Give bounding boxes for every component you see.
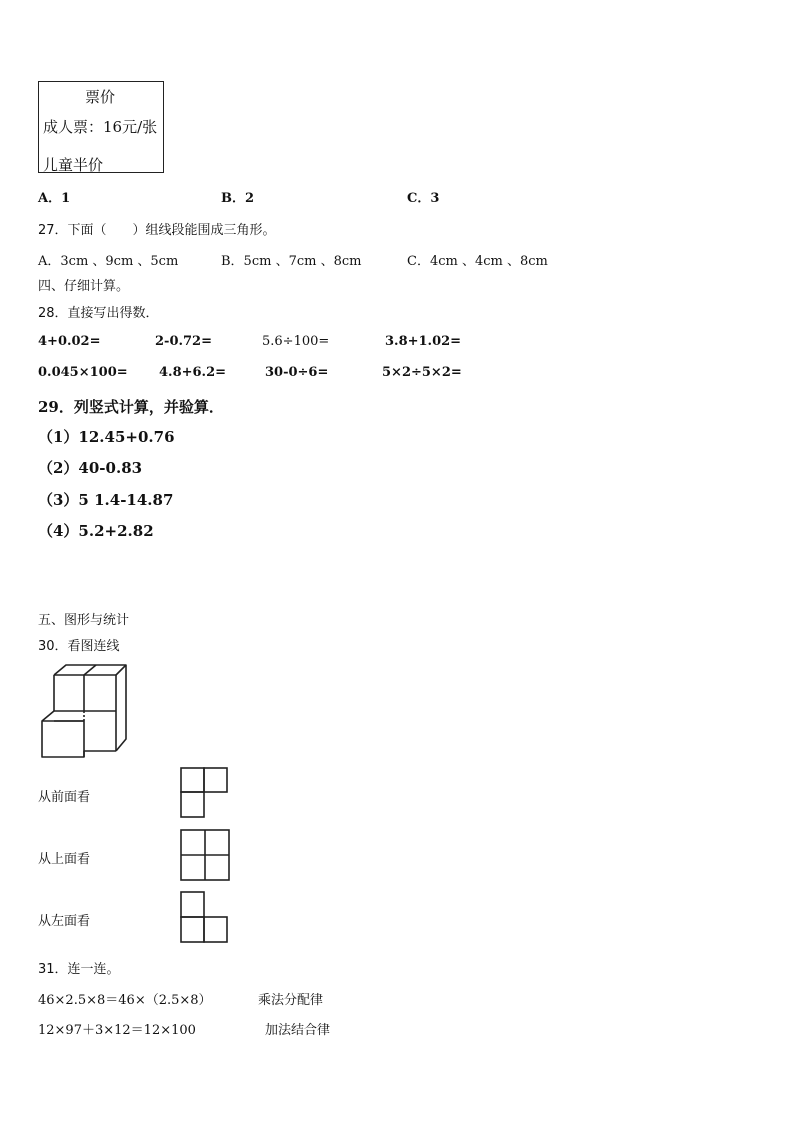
q28-title: 28．直接写出得数． (38, 306, 159, 321)
q29-title: 29．列竖式计算，并验算． (38, 398, 224, 416)
q31-law-1[interactable]: 乘法分配律 (258, 993, 324, 1008)
ticket-title: 票价 (85, 88, 116, 106)
q28-r1-c4: 3.8+1.02= (385, 334, 462, 349)
q27-question: 27．下面（ ）组线段能围成三角形。 (38, 223, 276, 238)
q31-title: 31．连一连。 (38, 962, 120, 977)
section-4-heading: 四、仔细计算。 (38, 279, 130, 294)
top-view-grid[interactable] (180, 829, 232, 883)
q28-r1-c1: 4+0.02= (38, 334, 101, 349)
q28-r1-c3: 5.6÷100= (262, 334, 330, 349)
ticket-price-box (38, 81, 164, 173)
q29-item-3: （3）5 1.4-14.87 (38, 491, 174, 509)
child-ticket-price: 儿童半价 (43, 156, 104, 174)
adult-ticket-price: 成人票：16元/张 (43, 118, 158, 136)
q31-expr-1[interactable]: 46×2.5×8＝46×（2.5×8） (38, 993, 212, 1008)
q28-r1-c2: 2-0.72= (155, 334, 212, 349)
view-label-front: 从前面看 (38, 790, 91, 805)
q26-option-a: A．1 (38, 191, 71, 206)
q28-r2-c2: 4.8+6.2= (159, 365, 227, 380)
cube-stack-figure (38, 663, 130, 759)
q29-item-4: （4）5.2+2.82 (38, 522, 154, 540)
q28-r2-c1: 0.045×100= (38, 365, 128, 380)
q28-r2-c4: 5×2÷5×2= (382, 365, 462, 380)
q28-r2-c3: 30-0÷6= (265, 365, 329, 380)
q26-option-c: C．3 (407, 191, 440, 206)
q30-title: 30．看图连线 (38, 639, 120, 654)
q27-option-a: A．3cm 、9cm 、5cm (38, 254, 179, 269)
q31-expr-2[interactable]: 12×97＋3×12＝12×100 (38, 1023, 196, 1038)
front-view-grid[interactable] (180, 767, 230, 819)
q29-item-2: （2）40-0.83 (38, 459, 143, 477)
view-label-left: 从左面看 (38, 914, 91, 929)
section-5-heading: 五、图形与统计 (38, 613, 130, 628)
q27-option-c: C．4cm 、4cm 、8cm (407, 254, 548, 269)
q26-option-b: B．2 (221, 191, 255, 206)
q29-item-1: （1）12.45+0.76 (38, 428, 175, 446)
view-label-top: 从上面看 (38, 852, 91, 867)
q31-law-2[interactable]: 加法结合律 (265, 1023, 331, 1038)
q27-option-b: B．5cm 、7cm 、8cm (221, 254, 362, 269)
left-view-grid[interactable] (180, 891, 230, 945)
